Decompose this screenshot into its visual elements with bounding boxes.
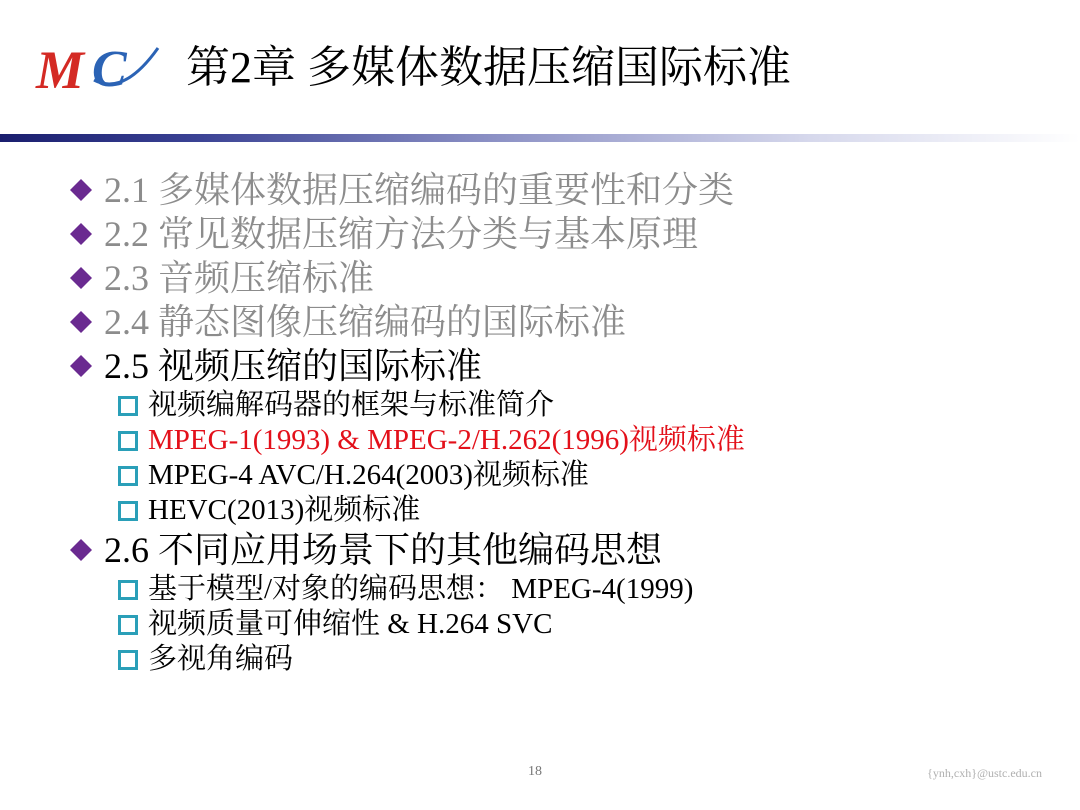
diamond-bullet-icon xyxy=(70,179,92,201)
subitem-codec-framework xyxy=(118,388,1064,423)
subitem-label: 视频质量可伸缩性 & H.264 SVC xyxy=(148,608,553,640)
slide-title: 第2章 多媒体数据压缩国际标准 xyxy=(186,43,791,92)
square-bullet-icon xyxy=(118,501,138,521)
square-bullet-icon xyxy=(118,396,138,416)
subitem-label: 视频编解码器的框架与标准简介 xyxy=(148,389,555,421)
svg-text:C: C xyxy=(92,41,127,98)
svg-text:M: M xyxy=(36,40,85,98)
square-bullet-icon xyxy=(118,466,138,486)
subitem-mpeg1-mpeg2 xyxy=(118,423,1064,458)
subitem-label: HEVC(2013)视频标准 xyxy=(148,494,421,526)
subitem-multiview xyxy=(118,642,1064,677)
outline-item-2-1 xyxy=(64,168,1064,212)
subitem-svc xyxy=(118,607,1064,642)
outline-item-label: 2.6 不同应用场景下的其他编码思想 xyxy=(104,530,663,570)
outline-item-label: 2.1 多媒体数据压缩编码的重要性和分类 xyxy=(104,170,735,210)
outline-item-2-6 xyxy=(64,528,1064,572)
mc-logo xyxy=(34,38,164,98)
diamond-bullet-icon xyxy=(70,539,92,561)
outline-item-label: 2.2 常见数据压缩方法分类与基本原理 xyxy=(104,214,699,254)
subitem-model-object-coding xyxy=(118,572,1064,607)
page-number: 18 xyxy=(528,764,542,779)
subitem-label: 基于模型/对象的编码思想： MPEG-4(1999) xyxy=(148,573,694,605)
outline-item-2-2 xyxy=(64,212,1064,256)
diamond-bullet-icon xyxy=(70,355,92,377)
square-bullet-icon xyxy=(118,580,138,600)
subitem-label: MPEG-4 AVC/H.264(2003)视频标准 xyxy=(148,459,589,491)
subitem-label: 多视角编码 xyxy=(148,643,294,675)
diamond-bullet-icon xyxy=(70,223,92,245)
subitem-h264 xyxy=(118,458,1064,493)
diamond-bullet-icon xyxy=(70,267,92,289)
outline-item-label: 2.3 音频压缩标准 xyxy=(104,258,375,298)
outline-item-label: 2.5 视频压缩的国际标准 xyxy=(104,346,483,386)
author-email: {ynh,cxh}@ustc.edu.cn xyxy=(927,766,1042,780)
chapter-outline xyxy=(64,168,1064,677)
outline-item-2-3 xyxy=(64,256,1064,300)
subitem-hevc xyxy=(118,493,1064,528)
square-bullet-icon xyxy=(118,650,138,670)
square-bullet-icon xyxy=(118,431,138,451)
outline-item-2-4 xyxy=(64,300,1064,344)
outline-item-2-5 xyxy=(64,344,1064,388)
title-divider xyxy=(0,134,1080,142)
outline-item-label: 2.4 静态图像压缩编码的国际标准 xyxy=(104,302,627,342)
subitem-label: MPEG-1(1993) & MPEG-2/H.262(1996)视频标准 xyxy=(148,424,745,456)
square-bullet-icon xyxy=(118,615,138,635)
diamond-bullet-icon xyxy=(70,311,92,333)
